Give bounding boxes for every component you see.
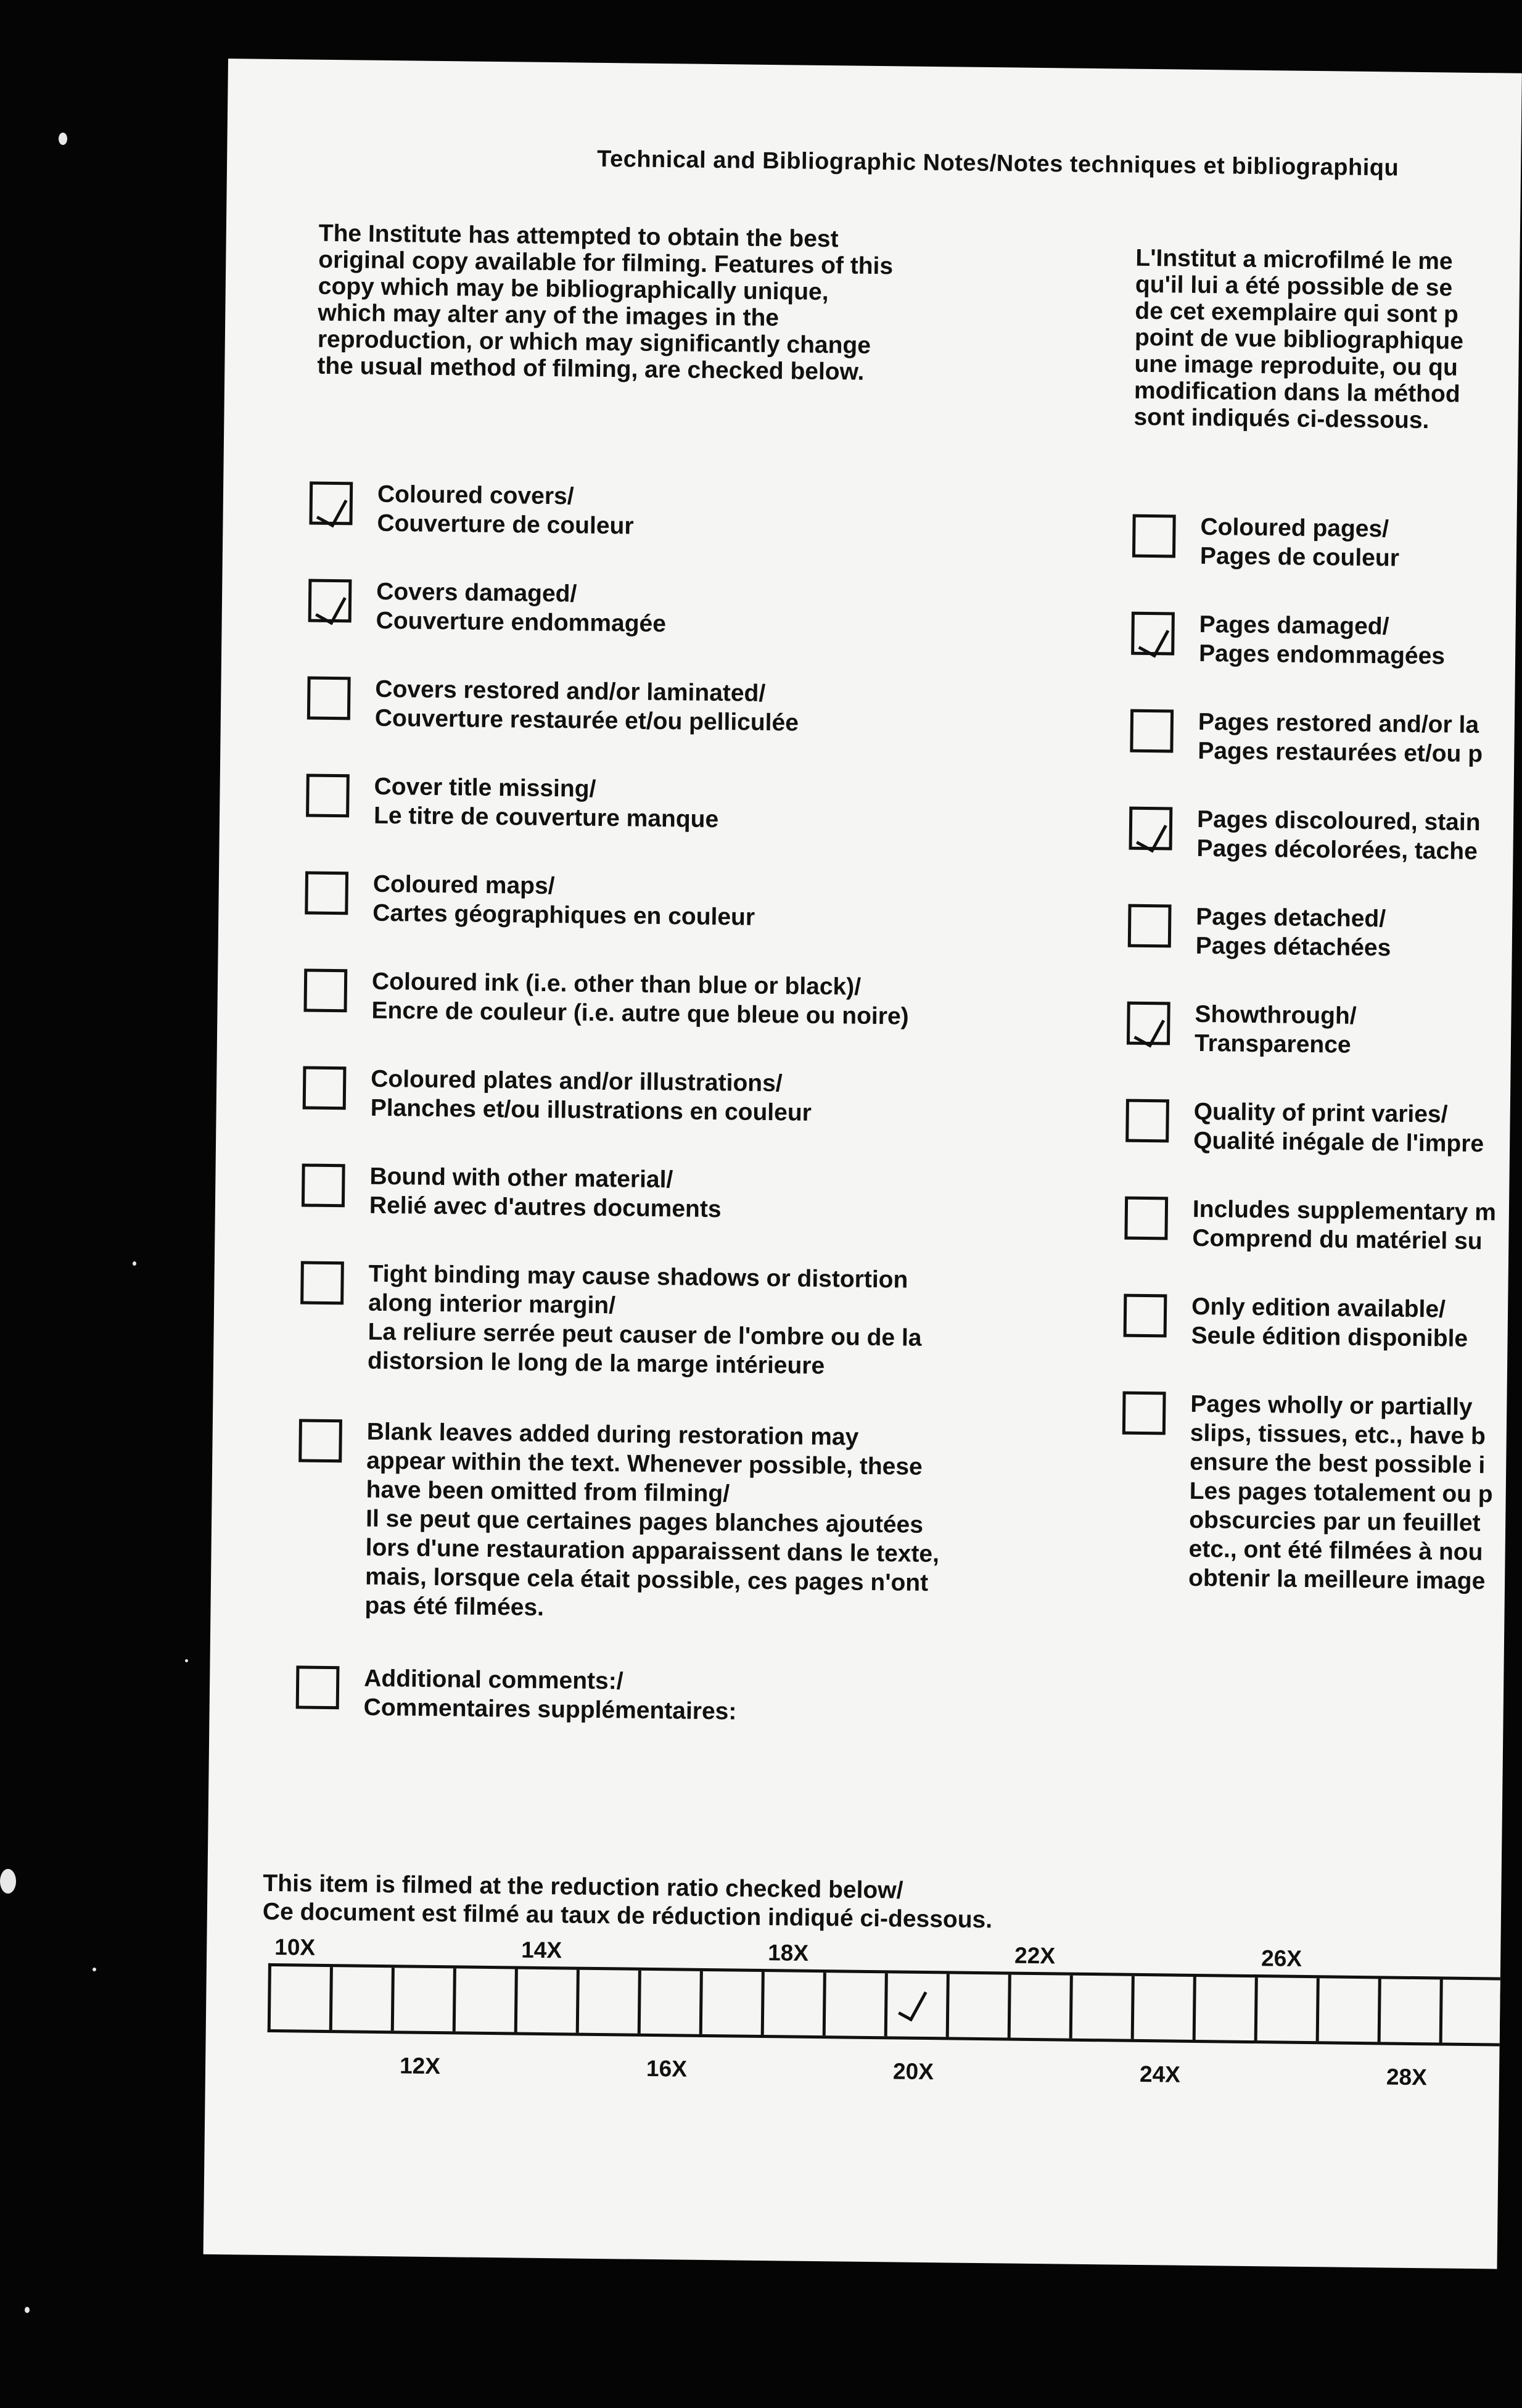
checklist-item[interactable] [1123, 1292, 1468, 1353]
checkbox[interactable] [302, 1163, 345, 1207]
ratio-label: 20X [892, 2058, 934, 2085]
item-label: Pages detached/ Pages détachées [1195, 903, 1391, 962]
ratio-cell-checked[interactable] [887, 1973, 950, 2037]
checkbox[interactable] [1128, 904, 1172, 948]
checkbox[interactable] [1124, 1294, 1167, 1338]
checklist-item[interactable] [1132, 512, 1400, 573]
checklist-item[interactable] [300, 1258, 923, 1381]
ratio-cell[interactable] [1196, 1977, 1258, 2040]
item-label: Pages discoloured, stain Pages décolorées, tache [1196, 806, 1481, 865]
item-label: Includes supplementary m Comprend du matériel su [1192, 1195, 1497, 1255]
ratio-cell[interactable] [949, 1974, 1011, 2037]
ratio-label: 12X [399, 2053, 441, 2079]
ratio-cell[interactable] [1442, 1980, 1505, 2043]
item-label: Coloured maps/ Cartes géographiques en couleur [372, 870, 755, 931]
ratio-label: 18X [767, 1940, 809, 1966]
ratio-cell[interactable] [826, 1973, 888, 2036]
ratio-label: 22X [1014, 1942, 1056, 1969]
checkbox[interactable] [303, 968, 347, 1012]
item-label: Additional comments:/ Commentaires supplémentaires: [363, 1665, 737, 1725]
ratio-cell[interactable] [271, 1966, 333, 2030]
ratio-cell[interactable] [702, 1971, 765, 2035]
checklist-item[interactable] [308, 577, 666, 639]
ratio-cell[interactable] [579, 1970, 641, 2034]
ratio-label: 28X [1386, 2064, 1428, 2090]
check-mark-icon [1136, 817, 1167, 853]
ratio-cell[interactable] [517, 1969, 580, 2033]
ratio-label: 14X [521, 1937, 562, 1963]
checkbox[interactable] [1130, 709, 1174, 753]
document-page [204, 59, 1522, 2269]
checkbox[interactable] [307, 677, 351, 720]
checklist-item[interactable] [297, 1416, 940, 1627]
checklist-item[interactable] [295, 1663, 737, 1726]
checklist-item[interactable] [1127, 999, 1357, 1060]
ratio-label: 24X [1139, 2061, 1181, 2087]
ratio-cell[interactable] [332, 1967, 395, 2031]
checklist-item[interactable] [1128, 902, 1392, 963]
checkbox[interactable] [298, 1419, 342, 1462]
checklist-item[interactable] [1124, 1194, 1496, 1256]
item-label: Quality of print varies/ Qualité inégale de l'impre [1193, 1098, 1484, 1158]
ratio-cell[interactable] [1134, 1976, 1196, 2040]
ratio-label: 16X [646, 2055, 688, 2082]
checkbox[interactable] [308, 579, 352, 623]
item-label: Coloured ink (i.e. other than blue or black)/ Encre de couleur (i.e. autre que bleue ou noire) [371, 968, 909, 1030]
item-label: Bound with other material/ Relié avec d'autres documents [369, 1163, 722, 1223]
item-label: Tight binding may cause shadows or distortion along interior margin/ La reliure serrée peut causer de l'ombre ou de la distorsion le long de la marge intérieure [367, 1260, 922, 1380]
checkbox[interactable] [296, 1665, 340, 1709]
ratio-cell[interactable] [641, 1971, 703, 2034]
checkbox[interactable] [309, 482, 353, 526]
item-label: Coloured covers/ Couverture de couleur [377, 480, 634, 540]
checkbox[interactable] [300, 1261, 344, 1305]
checklist-item[interactable] [306, 772, 719, 835]
reduction-ratio-grid [268, 1963, 1522, 2047]
checklist-item[interactable] [302, 1161, 722, 1224]
checklist-item[interactable] [1121, 1389, 1494, 1596]
checkbox[interactable] [1122, 1392, 1166, 1435]
checkbox[interactable] [1131, 612, 1175, 656]
checkbox[interactable] [305, 872, 348, 915]
check-mark-icon [1133, 1012, 1165, 1048]
item-label: Only edition available/ Seule édition disponible [1191, 1293, 1468, 1352]
checklist-item[interactable] [1125, 1097, 1484, 1159]
item-label: Showthrough/ Transparence [1194, 1000, 1357, 1058]
ratio-cell[interactable] [1072, 1976, 1135, 2039]
item-label: Pages wholly or partially slips, tissues, etc., have b ensure the best possible i Les pages totalement ou p obscurcies par un feuillet etc., ont été filmées à nou obtenir la meilleure image [1188, 1390, 1493, 1595]
checkbox[interactable] [1129, 807, 1173, 851]
intro-english: The Institute has attempted to obtain the best original copy available for filming. Features of this copy which may be bibliographically unique, which may alter any of the images in the reproduction, or which may significantly change the usual method of filming, are checked below. [317, 220, 894, 386]
ratio-cell[interactable] [1257, 1977, 1320, 2041]
checkbox[interactable] [303, 1066, 347, 1110]
checkbox[interactable] [306, 774, 350, 818]
checkbox[interactable] [1124, 1197, 1168, 1240]
ratio-cell[interactable] [1381, 1979, 1443, 2042]
checklist-item[interactable] [309, 479, 634, 541]
check-mark-icon [316, 492, 348, 528]
item-label: Coloured pages/ Pages de couleur [1199, 513, 1400, 572]
checklist-item[interactable] [307, 674, 799, 738]
checklist-item[interactable] [1131, 609, 1446, 671]
intro-french: L'Institut a microfilmé le me qu'il lui a été possible de se de cet exemplaire qui sont p point de vue bibliographique une image reproduite, ou qu modification dans la méthod sont indiqués ci-dessous. [1133, 244, 1464, 434]
ratio-label: 26X [1261, 1945, 1302, 1971]
checkbox[interactable] [1125, 1099, 1169, 1143]
ratio-cell[interactable] [1319, 1978, 1381, 2042]
checklist-item[interactable] [303, 966, 909, 1031]
page-header: Technical and Bibliographic Notes/Notes techniques et bibliographiqu [596, 146, 1399, 181]
ratio-cell[interactable] [394, 1968, 456, 2031]
ratio-cell[interactable] [456, 1968, 518, 2032]
ratio-label: 10X [274, 1934, 316, 1960]
check-mark-icon [315, 590, 347, 625]
check-mark-icon [1138, 622, 1170, 658]
checkbox[interactable] [1127, 1002, 1170, 1045]
item-label: Blank leaves added during restoration may appear within the text. Whenever possible, these have been omitted from filming/ Il se peut que certaines pages blanches ajoutées lors d'une restauration apparaissent dans le texte, mais, lorsque cela était possible, ces pages n'ont pas été filmées. [364, 1418, 940, 1621]
item-label: Coloured plates and/or illustrations/ Planches et/ou illustrations en couleur [370, 1065, 812, 1126]
item-label: Pages restored and/or la Pages restaurées et/ou p [1198, 708, 1483, 768]
ratio-cell[interactable] [1011, 1975, 1073, 2039]
item-label: Cover title missing/ Le titre de couverture manque [373, 773, 719, 833]
checkbox[interactable] [1132, 514, 1176, 558]
ratio-cell[interactable] [764, 1972, 826, 2035]
item-label: Covers damaged/ Couverture endommagée [376, 578, 667, 638]
checklist-item[interactable] [1130, 707, 1483, 769]
checklist-item[interactable] [1129, 804, 1480, 866]
checklist-item[interactable] [305, 869, 755, 932]
reduction-intro: This item is filmed at the reduction ratio checked below/ Ce document est filmé au taux de réduction indiqué ci-dessous. [262, 1870, 993, 1934]
item-label: Pages damaged/ Pages endommagées [1198, 611, 1446, 670]
checklist-item[interactable] [302, 1063, 812, 1127]
item-label: Covers restored and/or laminated/ Couverture restaurée et/ou pelliculée [374, 675, 799, 736]
